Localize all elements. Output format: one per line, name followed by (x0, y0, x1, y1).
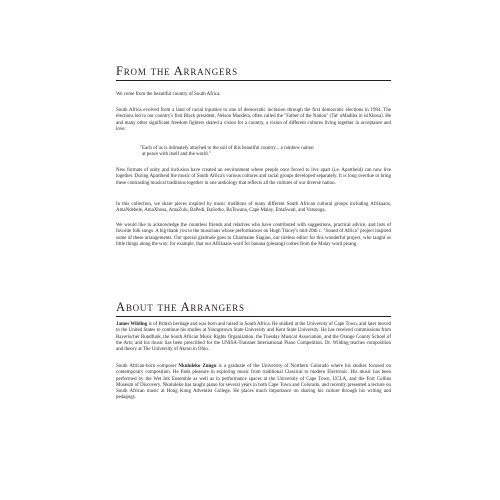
paragraph-history: South Africa evolved from a land of racial injustice to one of democratic inclusion through the first democratic elections in 1994. The elections led to our country's first Black president, Nelson Mandela, often called the "Father of the Nation" (Tat' uMadiba in isiXhosa). He and many other significant freedom fighters shared a vision for a country, a vision of different cultures living together in acceptance and love: (116, 108, 391, 132)
paragraph-acknowledgements: We would like to acknowledge the countless friends and relatives who have contributed with suggestions, practical advice, and lists of favorite folk songs. A big thank you to the musicians whose performances on Hugh Tracey's mid-20th c. "Sound of Africa" project inspired some of these arrangements. Our special gratitude goes to Charmaine Siagian, our tireless editor for this wonderful project, who taught us little things along the way; for example, that our Afrikaans word for banana (piesang) comes from the Malay word pisang. (116, 223, 391, 247)
from-arrangers-heading: From the Arrangers (116, 64, 238, 78)
bio-text-nkululeko-zungu: is a graduate of the University of Northern Colorado where his studies focused on contemporary composition. He finds pleasure in exploring music from traditional Classical to modern Electronic. His music has been performed by the Wet Ink Ensemble as well as in performance spaces at the University of Cape Town, UCLA, and the Fort Collins Museum of Discovery. Nkululeko has taught piano for several years in both Cape Town and Colorado, and recently presented a lecture on South African music at Hong Kong Adventist College. He places much importance on sharing his culture through his writing and pedagogy. (116, 364, 391, 401)
quote-line-1: "Each of us is intimately attached to the soil of this beautiful country... a rainbow nation (140, 146, 314, 151)
bio-nkululeko-zungu (116, 364, 391, 402)
bio-text-james-wilding: is of British heritage and was born and raised in South Africa. He studied at the University of Cape Town, and later moved to the United States to continue his studies at Youngstown State University and Kent State University. He has received commissions from Bayerischer Rundfunk, the South African Music Rights Organization, the Tuesday Musical Association, and the Orange County School of the Arts; and his music has been prescribed for the UNISA-Transnet International Piano Competition. Dr. Wilding teaches composition and theory at The University of Akron in Ohio. (116, 322, 392, 352)
about-arrangers-heading: About the Arrangers (116, 300, 245, 314)
intro-paragraph: We come from the beautiful country of South Africa. (116, 92, 221, 97)
mandela-quote (140, 146, 360, 159)
bio-james-wilding (116, 322, 391, 353)
bio-prefix-zungu: South African-born composer (116, 364, 179, 369)
heading-rule (116, 316, 391, 317)
from-arrangers-section (116, 64, 391, 81)
bio-name-james-wilding: James Wilding (116, 322, 148, 327)
paragraph-unity: New formats of unity and inclusion have created an environment where people once forced to live apart (i.e. Apartheid) can now live together. During Apartheid the music of South Africa's various cultures and racial groups developed separately. It is long overdue to bring these contrasting musical traditions together in one anthology that reflects all the cultures of our diverse nation. (116, 168, 391, 186)
quote-line-2: at peace with itself and the world." (142, 152, 211, 158)
heading-rule (116, 80, 391, 81)
about-arrangers-section (116, 300, 391, 317)
paragraph-collection: In this collection, we share pieces inspired by music traditions of many different South African cultural groups including Afrikaans, AmaNdebele, AmaXhosa, AmaZulu, BaPedi, BaSotho, BaTswana, Cape Malay, EmaSwati, and Vatsonga. (116, 202, 391, 214)
bio-name-nkululeko-zungu: Nkululeko Zungu (178, 364, 217, 369)
